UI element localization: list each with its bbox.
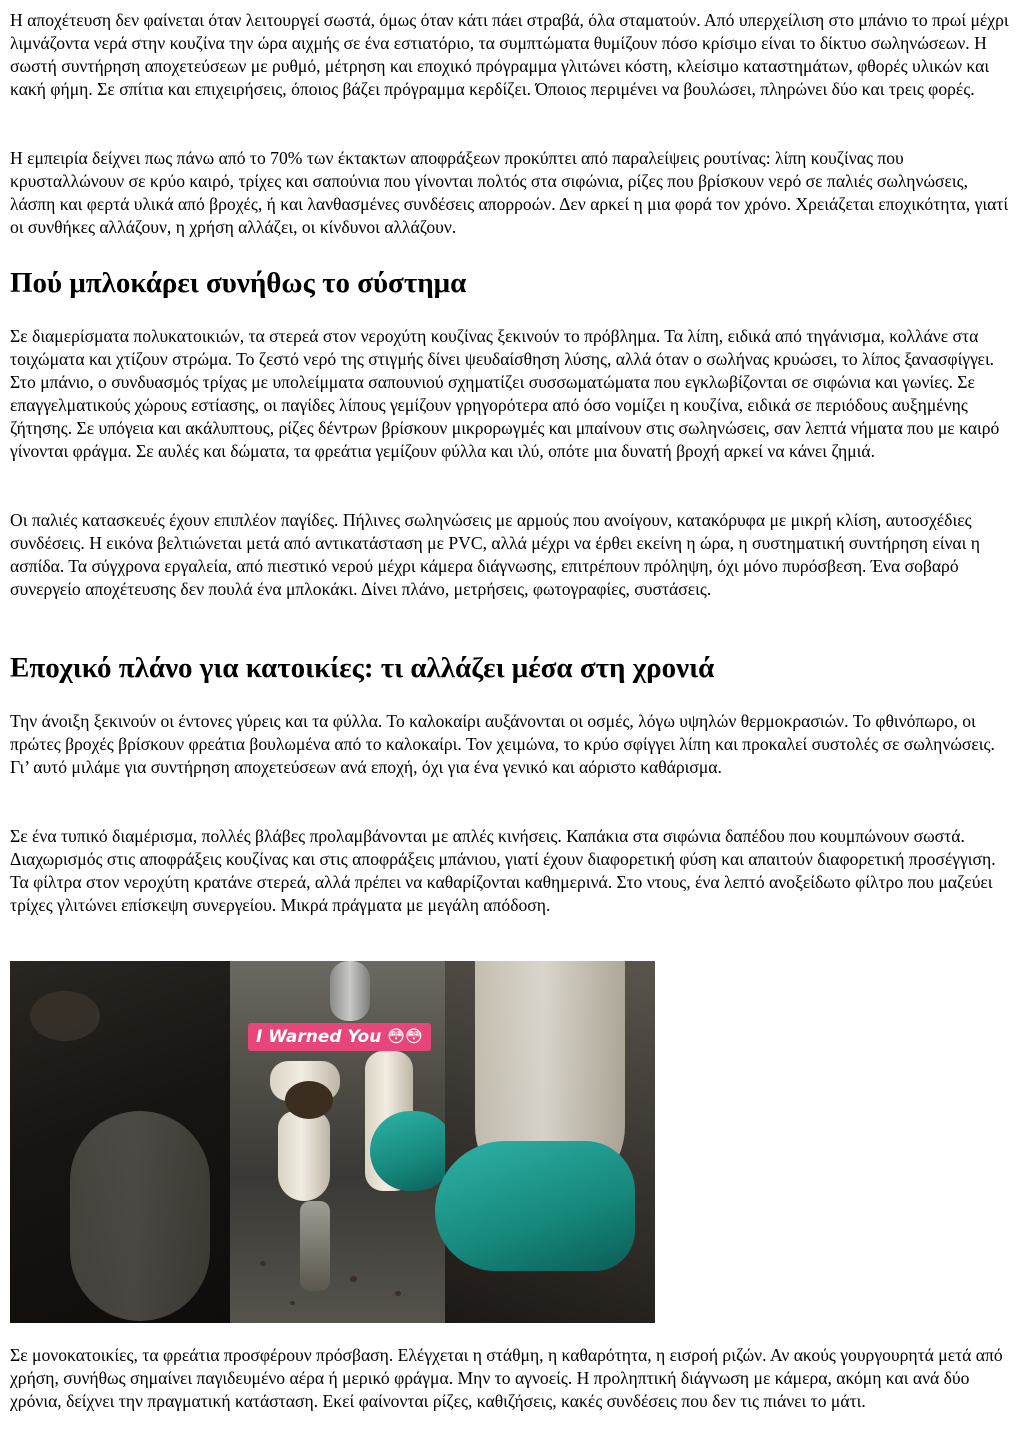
flex-hose — [330, 961, 370, 1021]
video-caption-banner: I Warned You 😳😳 — [248, 1023, 431, 1051]
pipe-shadow — [70, 1111, 210, 1321]
photo-panel-left — [10, 961, 230, 1323]
article-paragraph: Σε ένα τυπικό διαμέρισμα, πολλές βλάβες προλαμβάνονται με απλές κινήσεις. Καπάκια στα σιφώνια δαπέδου που κουμπώνουν σωστά. Διαχωρισμός στις αποφράξεις κουζίνας και στις αποφράξεις μπάνιου, γιατί έχουν διαφορετική φύση και απαιτούν διαφορετική προσέγγιση. Τα φίλτρα στον νεροχύτη κρατάνε στερεά, αλλά πρέπει να καθαρίζονται καθημερινά. Στο ντους, ένα λεπτό ανοξείδωτο φίλτρο που μαζεύει τρίχες γλιτώνει επίσκεψη συνεργείου. Μικρά πράγματα με μεγάλη απόδοση. — [10, 826, 996, 915]
debris-speck — [350, 1276, 357, 1282]
article-paragraph: Η εμπειρία δείχνει πως πάνω από το 70% των έκτακτων αποφράξεων προκύπτει από παραλείψεις ρουτίνας: λίπη κουζίνας που κρυσταλλώνουν σε κρύο καιρό, τρίχες και σαπούνια που γίνονται πολτός στα σιφώνια, ρίζες που βρίσκουν νερό σε παλιές σωληνώσεις, λάσπη και φερτά υλικά από βροχές, ή και λανθασμένες συνδέσεις απορροών. Δεν αρκεί η μια φορά τον χρόνο. Χρειάζεται εποχικότητα, γιατί οι συνθήκες αλλάζουν, η χρήση αλλάζει, οι κίνδυνοι αλλάζουν. — [10, 148, 1009, 237]
clog-debris — [285, 1081, 333, 1119]
debris-speck — [290, 1301, 295, 1305]
article-paragraph: Οι παλιές κατασκευές έχουν επιπλέον παγίδες. Πήλινες σωληνώσεις με αρμούς που ανοίγουν, κατακόρυφα με μικρή κλίση, αυτοσχέδιες συνδέσεις. Η εικόνα βελτιώνεται μετά από αντικατάσταση με PVC, αλλά μέχρι να έρθει εκείνη η ώρα, η συστηματική συντήρηση είναι η ασπίδα. Τα σύγχρονα εργαλεία, από πιεστικό νερού μέχρι κάμερα διάγνωσης, επιτρέπουν πρόληψη, όχι μόνο πυρόσβεση. Ένα σοβαρό συνεργείο αποχέτευσης δεν πουλά ένα μπλοκάκι. Δίνει πλάνο, μετρήσεις, φωτογραφίες, συστάσεις. — [10, 510, 980, 599]
section-heading: Εποχικό πλάνο για κατοικίες: τι αλλάζει μέσα στη χρονιά — [10, 652, 715, 684]
debris-speck — [260, 1261, 266, 1266]
photo-panel-middle — [230, 961, 445, 1323]
drain-cleaning-photo — [10, 961, 655, 1323]
water-stream — [300, 1201, 330, 1291]
article-paragraph: Η αποχέτευση δεν φαίνεται όταν λειτουργεί σωστά, όμως όταν κάτι πάει στραβά, όλα σταματούν. Από υπερχείλιση στο μπάνιο το πρωί μέχρι λιμνάζοντα νερά στην κουζίνα την ώρα αιχμής σε ένα εστιατόριο, τα συμπτώματα θυμίζουν πόσο κρίσιμο είναι το δίκτυο σωληνώσεων. Η σωστή συντήρηση αποχετεύσεων με ρυθμό, μέτρηση και εποχικό πρόγραμμα γλιτώνει κόστη, κλείσιμο καταστημάτων, φθορές υλικών και κακή φήμη. Σε σπίτια και επιχειρήσεις, όποιος βάζει πρόγραμμα κερδίζει. Όποιος περιμένει να βουλώσει, πληρώνει δύο και τρεις φορές. — [10, 10, 1009, 99]
section-heading: Πού μπλοκάρει συνήθως το σύστημα — [10, 267, 467, 299]
debris — [30, 991, 100, 1041]
debris-speck — [395, 1291, 401, 1296]
photo-panel-right — [445, 961, 655, 1323]
article-paragraph: Την άνοιξη ξεκινούν οι έντονες γύρεις και τα φύλλα. Το καλοκαίρι αυξάνονται οι οσμές, λόγω υψηλών θερμοκρασιών. Το φθινόπωρο, οι πρώτες βροχές βρίσκουν φρεάτια βουλωμένα από το καλοκαίρι. Τον χειμώνα, το κρύο σφίγγει λίπη και προκαλεί συστολές σε σωληνώσεις. Γι’ αυτό μιλάμε για συντήρηση αποχετεύσεων ανά εποχή, όχι για ένα γενικό και αόριστο καθάρισμα. — [10, 711, 995, 777]
article-paragraph: Σε διαμερίσματα πολυκατοικιών, τα στερεά στον νεροχύτη κουζίνας ξεκινούν το πρόβλημα. Τα λίπη, ειδικά από τηγάνισμα, κολλάνε στα τοιχώματα και χτίζουν στρώμα. Το ζεστό νερό της στιγμής δίνει ψευδαίσθηση λύσης, αλλά όταν ο σωλήνας κρυώσει, το λίπος ξανασφίγγει. Στο μπάνιο, ο συνδυασμός τρίχας με υπολείμματα σαπουνιού σχηματίζει συσσωματώματα που εγκλωβίζονται σε σιφώνια και γωνίες. Σε επαγγελματικούς χώρους εστίασης, οι παγίδες λίπους γεμίζουν γρηγορότερα από όσο νομίζει η κουζίνα, ειδικά σε περιόδους αυξημένης ζήτησης. Σε υπόγεια και ακάλυπτους, ρίζες δέντρων βρίσκουν μικρορωγμές και μπαίνουν στις σωληνώσεις, σαν λεπτά νήματα που με καιρό γίνονται φράγμα. Σε αυλές και δώματα, τα φρεάτια γεμίζουν φύλλα και ιλύ, οπότε μια δυνατή βροχή αρκεί να κάνει ζημιά. — [10, 326, 1000, 461]
article-paragraph: Σε μονοκατοικίες, τα φρεάτια προσφέρουν πρόσβαση. Ελέγχεται η στάθμη, η καθαρότητα, η εισροή ριζών. Αν ακούς γουργουρητά μετά από χρήση, συνήθως σημαίνει παγιδευμένο αέρα ή μερικό φράγμα. Μην το αγνοείς. Η προληπτική διάγνωση με κάμερα, ακόμη και ανά δύο χρόνια, δείχνει την πραγματική κατάσταση. Εκεί φαίνονται ρίζες, καθιζήσεις, κακές συνδέσεις που δεν τις πιάνει το μάτι. — [10, 1345, 1003, 1411]
p-trap — [278, 1111, 330, 1201]
rubber-glove-hand — [435, 1141, 635, 1271]
